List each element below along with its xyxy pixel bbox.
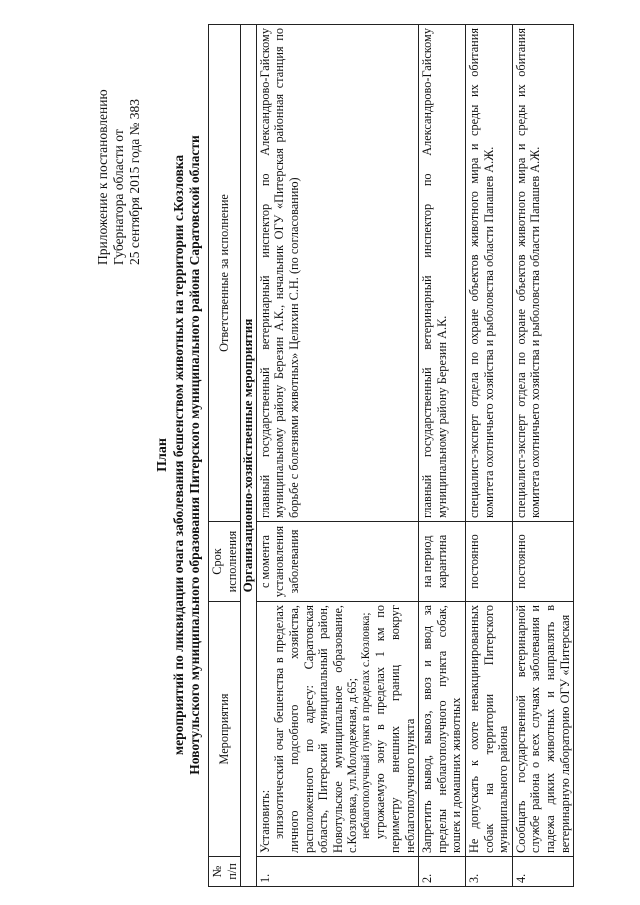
activity-paragraph: эпизоотический очаг бешенства в пределах личного подсобного хозяйства, расположенного по адресу: Саратовская область, Питерский муниципальный район, Новотульское муниципальное образование, с.Козловка, ул.Молодежная, д.65; [272, 605, 360, 853]
document-title [155, 25, 203, 885]
row-term: на период карантина [419, 522, 466, 602]
row-activity [256, 602, 418, 857]
row-responsible: специалист-эксперт отдела по охране объектов животного мира и среды их обитания комитета охотничьего хозяйства и рыболовства области Папашев А.Ж. [512, 25, 573, 522]
row-responsible: специалист-эксперт отдела по охране объектов животного мира и среды их обитания комитета охотничьего хозяйства и рыболовства области Папашев А.Ж. [466, 25, 513, 522]
activity-paragraph: угрожаемую зону в пределах 1 км по периметру внешних границ вокруг неблагополучного пункта [373, 605, 417, 853]
activity-paragraph: неблагополучный пункт в пределах с.Козловка; [359, 612, 372, 839]
title-line: мероприятий по ликвидации очага заболевания бешенством животных на территории с.Козловка [171, 154, 186, 756]
appendix-note [95, 15, 143, 265]
row-number: 3. [466, 857, 513, 887]
header-term: Срок исполнения [209, 522, 241, 602]
row-activity: Запретить вывод, вывоз, ввоз и ввод за пределы неблагополучного пункта собак, кошек и домашних животных [419, 602, 466, 857]
row-term: с момента установления заболевания [256, 522, 418, 602]
appendix-line: Губернатора области от [111, 129, 126, 265]
row-number: 2. [419, 857, 466, 887]
row-activity: Не допускать к охоте невакцинированных собак на территории Питерского муниципального района [466, 602, 513, 857]
row-number: 1. [256, 857, 418, 887]
table-row [512, 25, 573, 887]
title-line: Новотульского муниципального образования Питерского муниципального района Саратовской области [187, 135, 202, 775]
row-activity: Сообщать государственной ветеринарной службе района о всех случаях заболевания и падежа диких животных и направлять в ветеринарную лабораторию ОГУ «Питерская [512, 602, 573, 857]
table-header-row [209, 25, 241, 887]
table-row [466, 25, 513, 887]
appendix-date-line: 25 сентября 2015 года № 383 [127, 98, 142, 265]
appendix-line: Приложение к постановлению [95, 89, 110, 265]
section-title: Организационно-хозяйственные мероприятия [241, 25, 257, 887]
plan-table [208, 24, 574, 887]
activity-intro: Установить: [257, 789, 272, 853]
header-number: № п/п [209, 857, 241, 887]
table-row [256, 25, 418, 887]
row-responsible: главный государственный ветеринарный инспектор по Александрово-Гайскому муниципальному району Березин А.К., начальник ОГУ «Питерская районная станция по борьбе с болезнями животных» Целихин С.Н. (по согласованию) [256, 25, 418, 522]
header-activity: Мероприятия [209, 602, 241, 857]
title-plan: План [155, 438, 170, 472]
row-number: 4. [512, 857, 573, 887]
section-row [241, 25, 257, 887]
table-row [419, 25, 466, 887]
row-term: постоянно [512, 522, 573, 602]
row-responsible: главный государственный ветеринарный инспектор по Александрово-Гайскому муниципальному району Березин А.К. [419, 25, 466, 522]
header-responsible: Ответственные за исполнение [209, 25, 241, 522]
row-term: постоянно [466, 522, 513, 602]
